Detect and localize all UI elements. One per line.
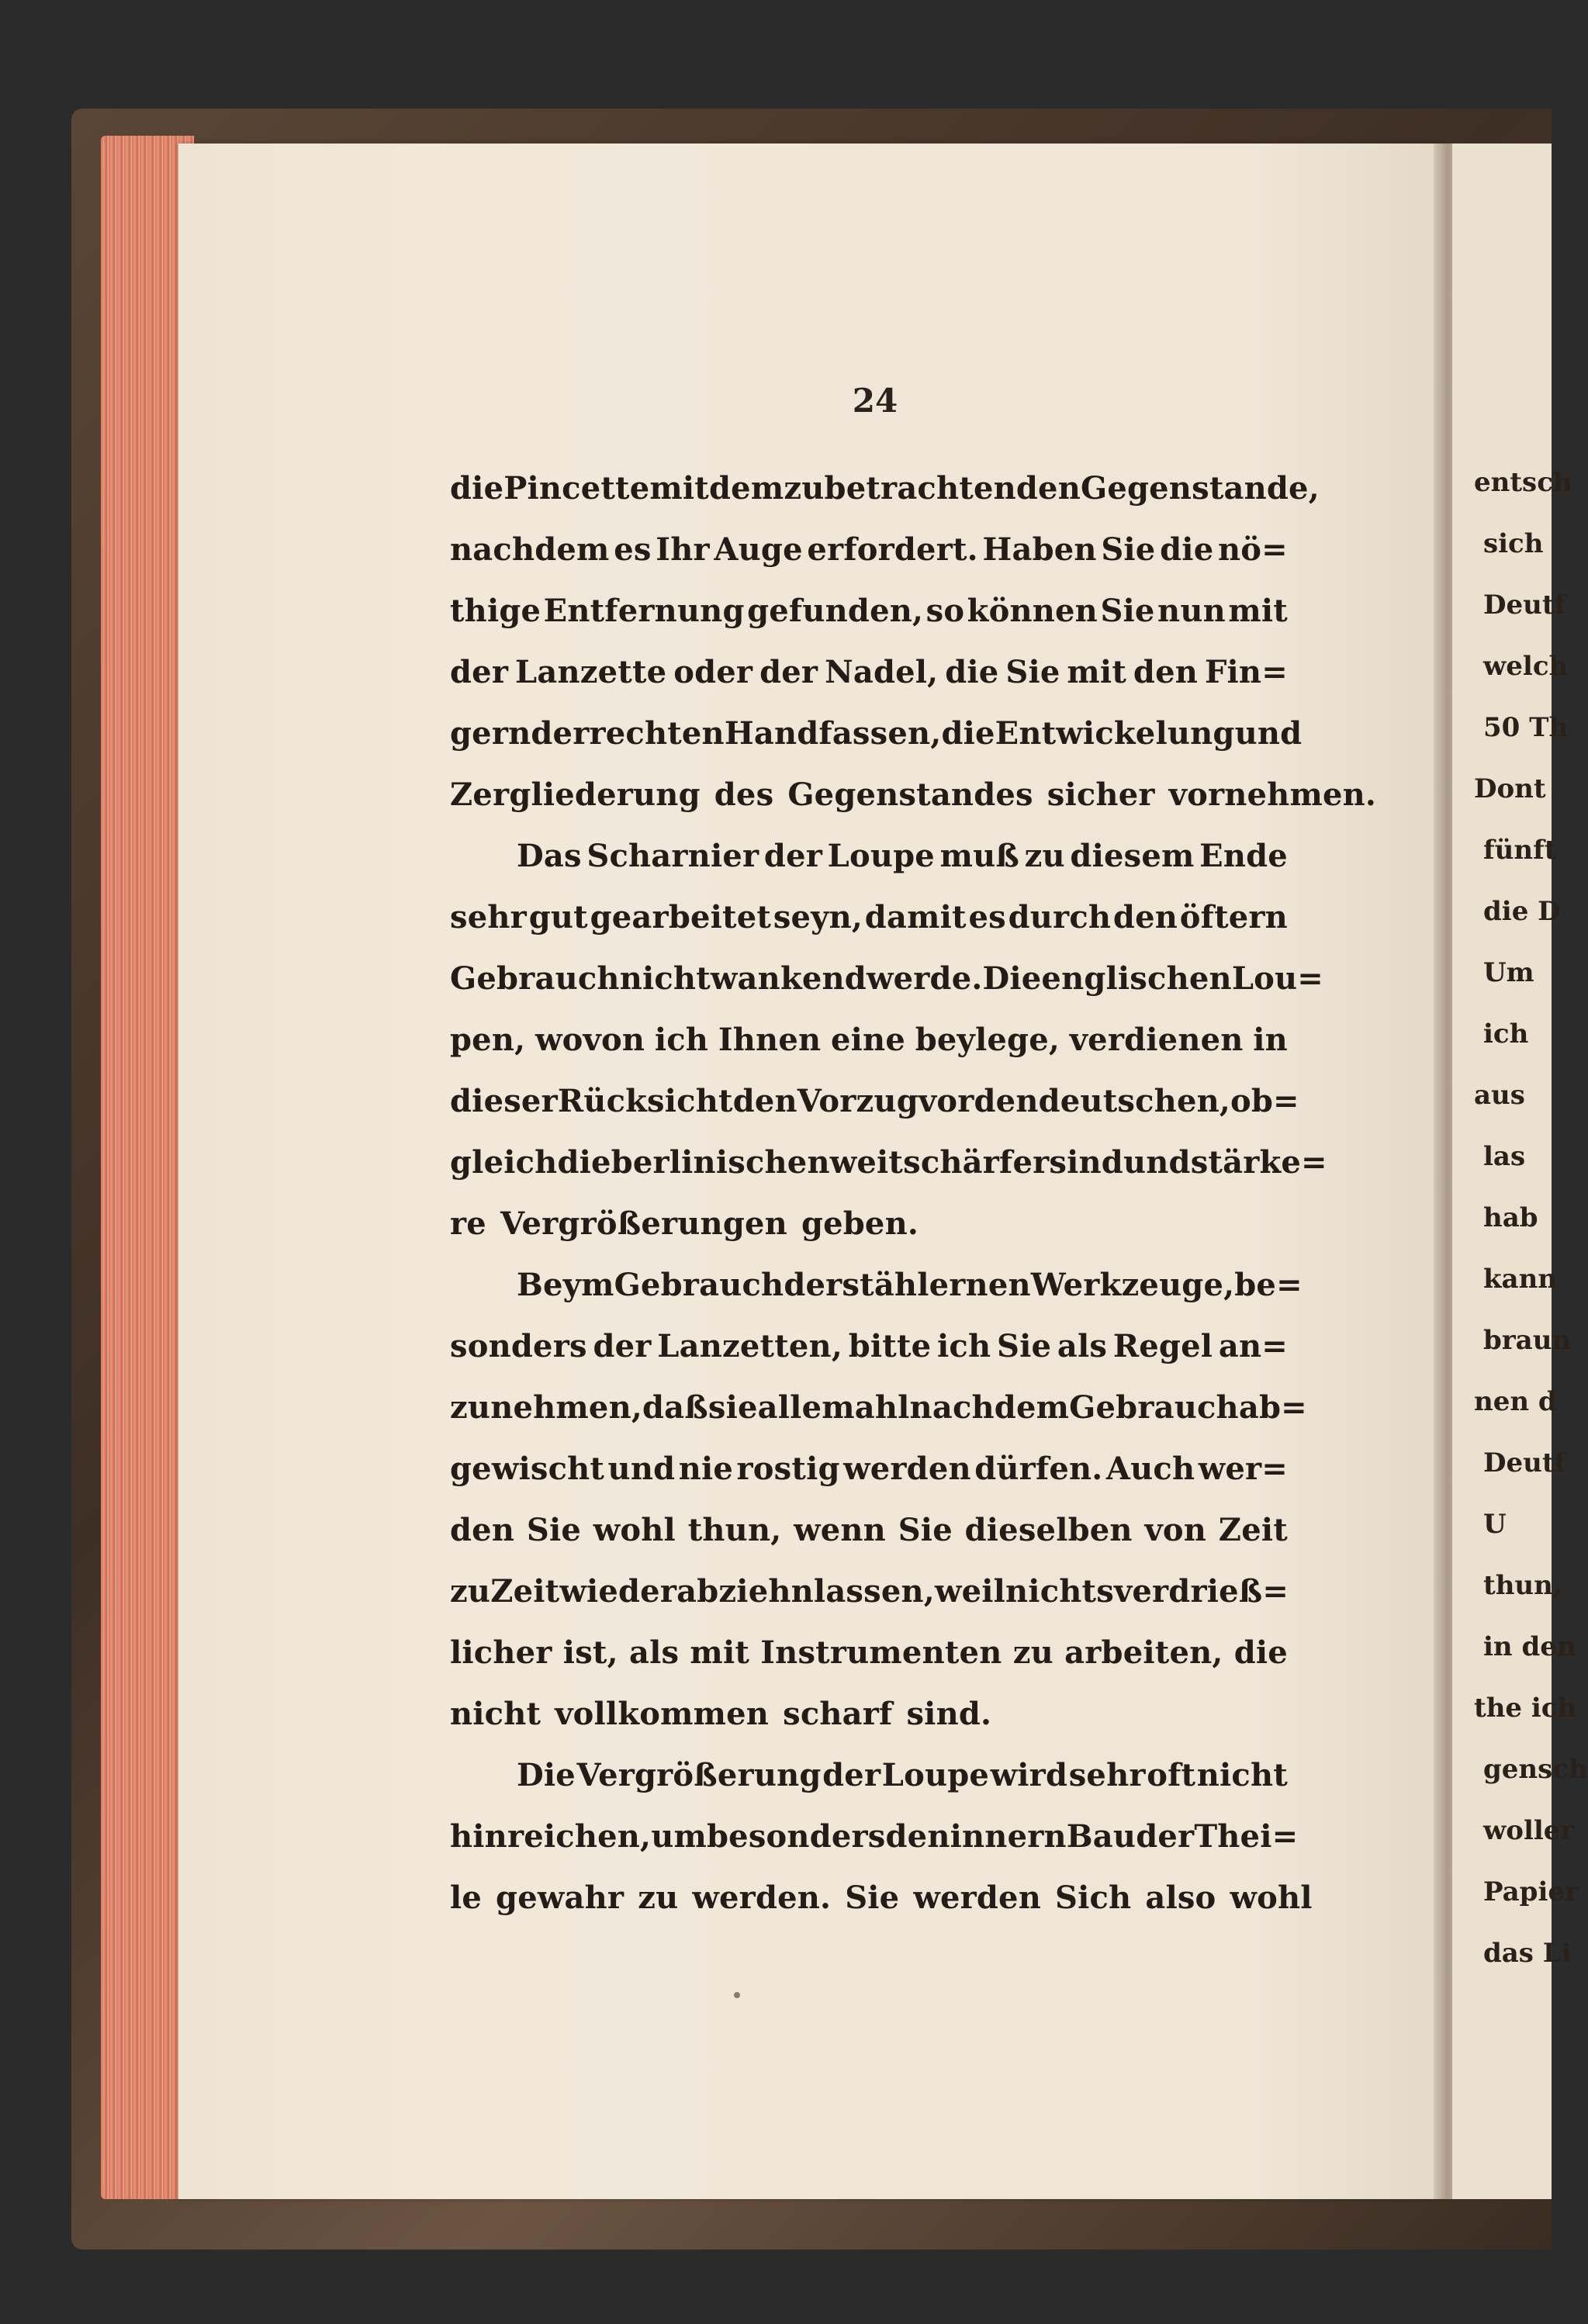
paragraph-1 xyxy=(450,458,1377,825)
text-line: le gewahr zu werden. Sie werden Sich also wohl xyxy=(450,1880,1313,1916)
text-line: dieser Rücksicht den Vorzug vor den deutschen, ob= xyxy=(450,1083,1299,1119)
facing-page-fragment: thun, xyxy=(1483,1570,1562,1601)
facing-page-fragment: nen d xyxy=(1474,1386,1557,1417)
facing-page-fragment: las xyxy=(1483,1141,1526,1172)
facing-page-fragment: aus xyxy=(1474,1080,1525,1111)
facing-page-fragment: the ich xyxy=(1474,1693,1577,1724)
facing-page-fragment: Papier xyxy=(1483,1876,1579,1907)
facing-page-fragment: die D xyxy=(1483,896,1561,927)
text-line: Beym Gebrauch der stählernen Werkzeuge, be= xyxy=(517,1267,1303,1303)
facing-page-fragment: Dont xyxy=(1474,773,1546,804)
facing-page-fragment: das Li xyxy=(1483,1938,1572,1969)
text-line: gleich die berlinischen weit schärfer sind und stärke= xyxy=(450,1144,1327,1181)
facing-page-fragment: U xyxy=(1483,1509,1507,1540)
ink-speck xyxy=(734,1992,740,1998)
text-line: der Lanzette oder der Nadel, die Sie mit den Fin= xyxy=(450,654,1288,690)
text-line: die Pincette mit dem zu betrachtenden Gegenstande, xyxy=(450,470,1320,507)
facing-page-fragment: hab xyxy=(1483,1202,1538,1233)
facing-page-fragment: braun xyxy=(1483,1325,1572,1356)
text-line: gern der rechten Hand fassen, die Entwickelung und xyxy=(450,715,1303,752)
text-line: nachdem es Ihr Auge erfordert. Haben Sie die nö= xyxy=(450,531,1288,568)
facing-page-fragment: 50 Th xyxy=(1483,712,1569,743)
text-line: gewischt und nie rostig werden dürfen. Auch wer= xyxy=(450,1451,1288,1487)
page-number: 24 xyxy=(852,382,898,420)
text-line: Das Scharnier der Loupe muß zu diesem Ende xyxy=(517,838,1288,874)
text-line: licher ist, als mit Instrumenten zu arbeiten, die xyxy=(450,1634,1288,1671)
text-line: Die Vergrößerung der Loupe wird sehr oft nicht xyxy=(517,1757,1288,1793)
facing-page-fragment: woller xyxy=(1483,1815,1575,1846)
text-line: Zergliederung des Gegenstandes sicher vornehmen. xyxy=(450,776,1377,813)
paragraph-3 xyxy=(450,1254,1307,1745)
text-line: nicht vollkommen scharf sind. xyxy=(450,1696,992,1732)
facing-page-fragment: sich xyxy=(1483,528,1544,559)
facing-page-fragment: fünft xyxy=(1483,835,1557,866)
text-line: zu Zeit wieder abziehn lassen, weil nichts verdrieß= xyxy=(450,1573,1289,1610)
text-line: thige Entfernung gefunden, so können Sie nun mit xyxy=(450,593,1288,629)
facing-page-fragment: Deutf xyxy=(1483,590,1566,621)
facing-page-fragment: in den xyxy=(1483,1631,1576,1662)
facing-page-fragment: ich xyxy=(1483,1018,1529,1050)
text-line: den Sie wohl thun, wenn Sie dieselben von Zeit xyxy=(450,1512,1288,1548)
text-line: hinreichen, um besonders den innern Bau der Thei= xyxy=(450,1818,1299,1855)
paragraph-4 xyxy=(450,1745,1313,1928)
text-line: sehr gut gearbeitet seyn, damit es durch den öftern xyxy=(450,899,1288,935)
facing-page-fragment: kann xyxy=(1483,1264,1558,1295)
text-line: sonders der Lanzetten, bitte ich Sie als Regel an= xyxy=(450,1328,1288,1364)
facing-page-fragment: entsch xyxy=(1474,467,1572,498)
text-line: pen, wovon ich Ihnen eine beylege, verdienen in xyxy=(450,1022,1288,1058)
facing-page-fragment: welch xyxy=(1483,651,1569,682)
facing-page-fragment: Deutf xyxy=(1483,1447,1566,1478)
page-text xyxy=(450,458,1377,1928)
right-page xyxy=(1452,144,1588,2199)
text-line: re Vergrößerungen geben. xyxy=(450,1205,919,1242)
facing-page-fragment: gensch xyxy=(1483,1754,1588,1785)
text-line: zunehmen, daß sie allemahl nach dem Gebrauch ab= xyxy=(450,1389,1307,1426)
facing-page-fragment: Um xyxy=(1483,957,1534,988)
text-line: Gebrauch nicht wankend werde. Die englischen Lou= xyxy=(450,960,1324,997)
paragraph-2 xyxy=(450,825,1327,1254)
